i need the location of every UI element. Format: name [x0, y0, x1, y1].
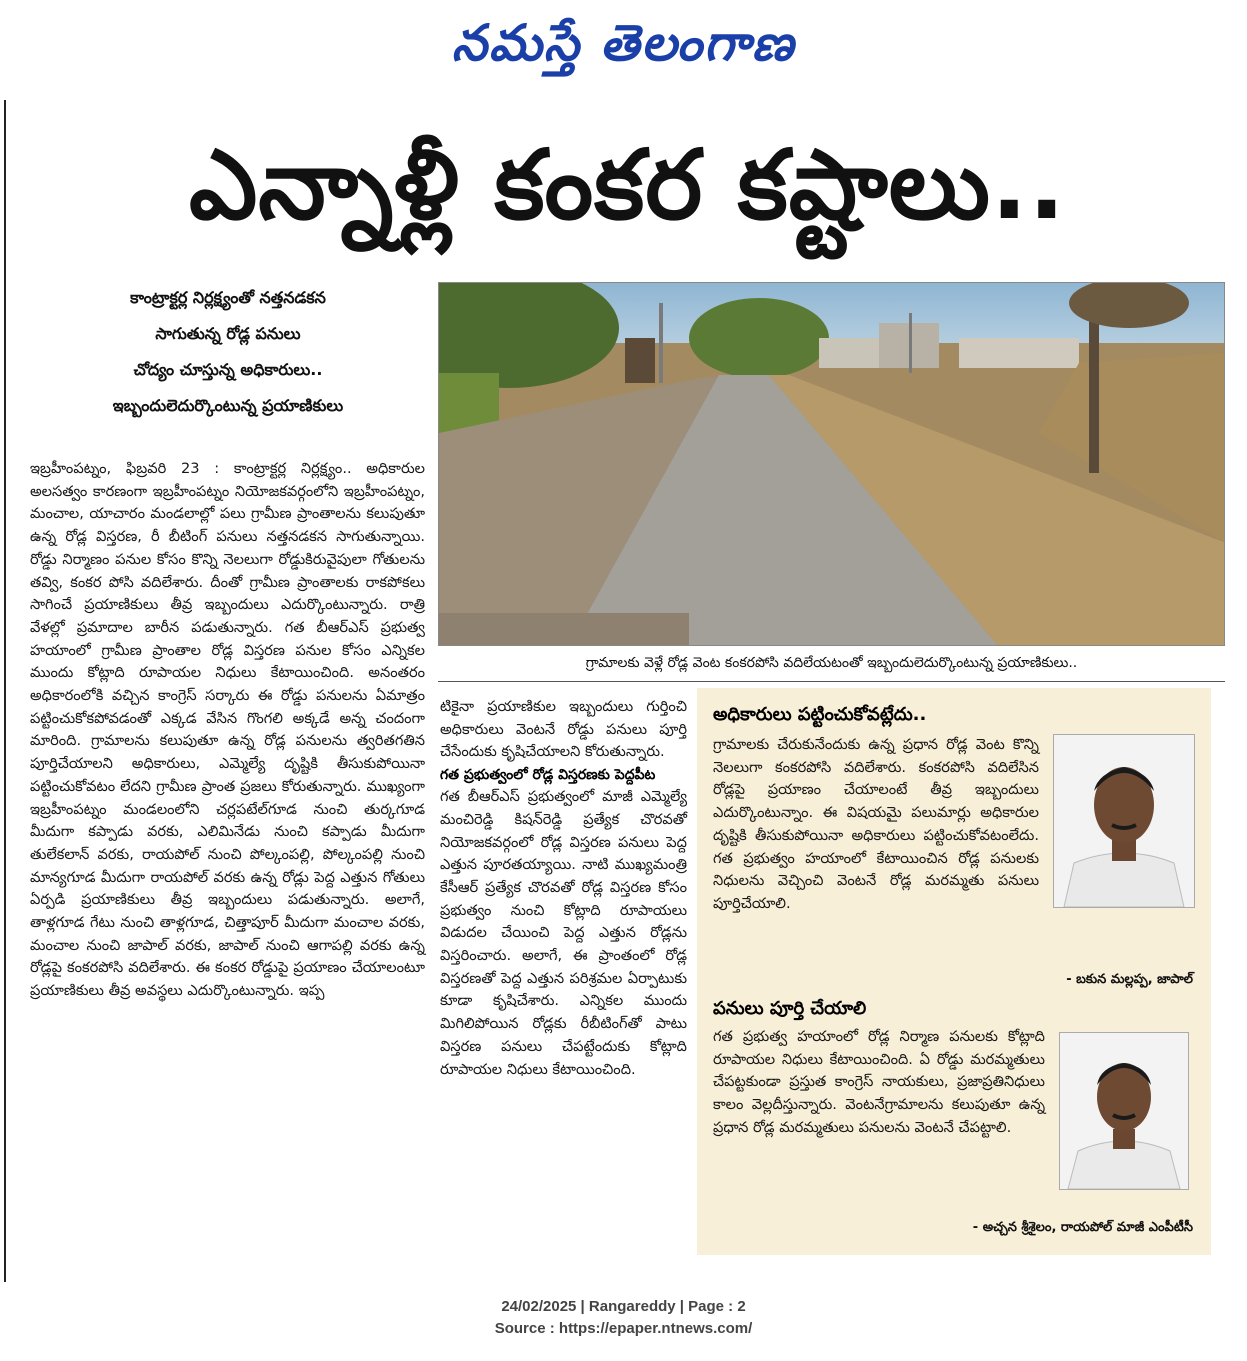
footer-date-line: 24/02/2025 | Rangareddy | Page : 2 — [501, 1298, 746, 1315]
page-headline: ఎన్నాళ్లీ కంకర కష్టాలు.. — [189, 129, 1066, 241]
article-body-text: ఇబ్రహీంపట్నం, ఫిబ్రవరి 23 : కాంట్రాక్టర్ల నిర్లక్ష్యం.. అధికారుల అలసత్వం కారణంగా ఇబ్రహీంపట్నం నియోజకవర్గంలోని ఇబ్రహీంపట్నం, మంచాల, యాచారం మండలాల్లో పలు గ్రామీణ ప్రాంతాలను కలుపుతూ ఉన్న రోడ్ల విస్తరణ, రీ బీటింగ్ పనులు నత్తనడకన సాగుతున్నాయి. రోడ్డు నిర్మాణం పనుల కోసం కొన్ని నెలలుగా రోడ్డుకిరువైపులా గోతులను తవ్వి, కంకర పోసి వదిలేశారు. దీంతో గ్రామీణ ప్రాంతాలకు రాకపోకలు సాగించే ప్రయాణికులు తీవ్ర ఇబ్బందులు ఎదుర్కొంటున్నారు. రాత్రి వేళల్లో ప్రమాదాల బారీన పడుతున్నారు. గత బీఆర్ఎస్ ప్రభుత్వ హయాంలో గ్రామీణ ప్రాంతాల రోడ్ల విస్తరణ పనుల కోసం ఎన్నికల ముందు కోట్లాది రూపాయల నిధులు కేటాయించింది. అనంతరం అధికారంలోకి వచ్చిన కాంగ్రెస్ సర్కారు ఈ రోడ్డు పనులను ఏమాత్రం పట్టించుకోకపోవడంతో ఎక్కడ వేసిన గొంగలి అక్కడే అన్న చందంగా మారింది. గ్రామాలను కలుపుతూ ఉన్న రోడ్ల పనులను త్వరితగతిన పూర్తిచేయాలని అధికారులు, ఎమ్మెల్యే దృష్టికి తీసుకుపోయినా పట్టించుకోవటం లేదని గ్రామీణ ప్రాంత ప్రజలు కోరుతున్నారు. ముఖ్యంగా ఇబ్రహీంపట్నం మండలంలోని చర్లపటేల్‌గూడ నుంచి తుర్కగూడ మీదుగా కప్పాడు వరకు, ఎలిమినేడు నుంచి కప్పాడు మీదుగా తులేకలాన్ వరకు, రాయపోల్ నుంచి పోల్కంపల్లి, పోల్కంపల్లి నుంచి మాన్యగూడ మీదుగా రాయపోల్ వరకు ఉన్న రోడ్లు పెద్ద ఎత్తున గోతులు ఏర్పడి ప్రయాణికులు తీవ్ర ఇబ్బందులు పడుతున్నారు. అలాగే, తాళ్లగూడ గేటు నుంచి తాళ్లగూడ, చిత్తాపూర్ మీదుగా మంచాల వరకు, మంచాల నుంచి జాపాల్ వరకు, జాపాల్ నుంచి ఆగాపల్లి వరకు ఉన్న రోడ్లపై కంకరపోసి వదిలేశారు. ఈ కంకర రోడ్డుపై ప్రయాణం చేయాలంటూ ప్రయాణికులు తీవ్ర అవస్థలు ఎదుర్కొంటున్నారు. ఇప్ప — [30, 460, 425, 1000]
deck-line: సాగుతున్న రోడ్ల పనులు — [155, 324, 301, 343]
left-border-rule — [4, 100, 6, 1282]
portrait-photo — [1053, 734, 1195, 908]
section-subheading: గత ప్రభుత్వంలో రోడ్ల విస్తరణకు పెద్దపీట — [440, 767, 656, 784]
footer-source-line: Source : https://epaper.ntnews.com/ — [494, 1320, 753, 1337]
quote-text: గ్రామాలకు చేరుకునేందుకు ఉన్న ప్రధాన రోడ్ల వెంట కొన్ని నెలలుగా కంకరపోసి వదిలేశారు. కంకరపోసి వదిలేసిన రోడ్లపై ప్రయాణం చేయాలంటే తీవ్ర ఇబ్బందులు ఎదుర్కొంటున్నాం. ఈ విషయమై పలుమార్లు అధికారుల దృష్టికి తీసుకుపోయినా అధికారులు పట్టించుకోవటంలేదు. గత ప్రభుత్వం హయాంలో కేటాయించిన రోడ్ల పనులకు నిధులను వెచ్చించి వెంటనే రోడ్ల మరమ్మతు పనులు పూర్తిచేయాలి. — [713, 736, 1039, 912]
quote-signature: - బకున మల్లప్ప, జాపాల్ — [1066, 972, 1193, 987]
subheadline-decks — [28, 288, 428, 432]
portrait-photo — [1059, 1032, 1189, 1190]
quote-signature: - అచ్చన శ్రీశైలం, రాయపోల్ మాజీ ఎంపీటీసీ — [972, 1220, 1193, 1235]
article-body-text: గత బీఆర్ఎస్ ప్రభుత్వంలో మాజీ ఎమ్మెల్యే మంచిరెడ్డి కిషన్‌రెడ్డి ప్రత్యేక చొరవతో నియోజకవర్గంలో రోడ్ల విస్తరణ పనులు పెద్ద ఎత్తున పూరతయ్యాయి. నాటి ముఖ్యమంత్రి కేసీఆర్ ప్రత్యేక చొరవతో రోడ్ల విస్తరణ కోసం ప్రభుత్వం నుంచి కోట్లాది రూపాయలు విడుదల చేయించి పెద్ద ఎత్తున రోడ్లను విస్తరించారు. అలాగే, ఈ ప్రాంతంలో రోడ్ల విస్తరణతో పెద్ద ఎత్తున పరిశ్రమల ఏర్పాటుకు కూడా కృషిచేశారు. ఎన్నికల ముందు మిగిలిపోయిన రోడ్లకు రీబీటింగ్‌తో పాటు విస్తరణ పనులు చేపట్టేందుకు కోట్లాది రూపాయల నిధులు కేటాయించింది. — [440, 788, 687, 1078]
person-portrait-icon — [1060, 1033, 1188, 1189]
quote-text: గత ప్రభుత్వ హయాంలో రోడ్ల నిర్మాణ పనులకు కోట్లాది రూపాయల నిధులు కేటాయించింది. ఏ రోడ్డు మరమ్మతులు చేపట్టకుండా ప్రస్తుత కాంగ్రెస్ నాయకులు, ప్రజాప్రతినిధులు కాలం వెల్లదీస్తున్నారు. వెంటనేగ్రామాలను కలుపుతూ ఉన్న ప్రధాన రోడ్ల మరమ్మతులు పనులను వెంటనే చేపట్టాలి. — [713, 1028, 1045, 1136]
article-column-1 — [30, 458, 425, 1003]
person-portrait-icon — [1054, 735, 1194, 907]
deck-line: ఇబ్బందులెదుర్కొంటున్న ప్రయాణికులు — [112, 396, 344, 415]
quote-heading: పనులు పూర్తి చేయాలి — [713, 998, 867, 1019]
road-photo — [438, 282, 1225, 646]
quotes-sidebar — [697, 688, 1211, 1255]
quote-heading: అధికారులు పట్టించుకోవట్లేదు.. — [713, 704, 927, 725]
article-body-text: టికైనా ప్రయాణికుల ఇబ్బందులు గుర్తించి అధికారులు వెంటనే రోడ్డు పనులు పూర్తి చేసేందుకు కృషిచేయాలని కోరుతున్నారు. — [440, 698, 687, 761]
photo-caption: గ్రామాలకు వెళ్లే రోడ్ల వెంట కంకరపోసి వదిలేయటంతో ఇబ్బందులెదుర్కొంటున్న ప్రయాణికులు.. — [585, 655, 1078, 671]
caption-divider — [438, 681, 1225, 682]
road-photo-illustration — [439, 283, 1225, 646]
deck-line: చోద్యం చూస్తున్న అధికారులు.. — [133, 360, 323, 379]
masthead-logo: నమస్తే తెలంగాణ — [451, 13, 796, 72]
article-column-2 — [440, 696, 687, 1081]
deck-line: కాంట్రాక్టర్ల నిర్లక్ష్యంతో నత్తనడకన — [130, 288, 326, 307]
